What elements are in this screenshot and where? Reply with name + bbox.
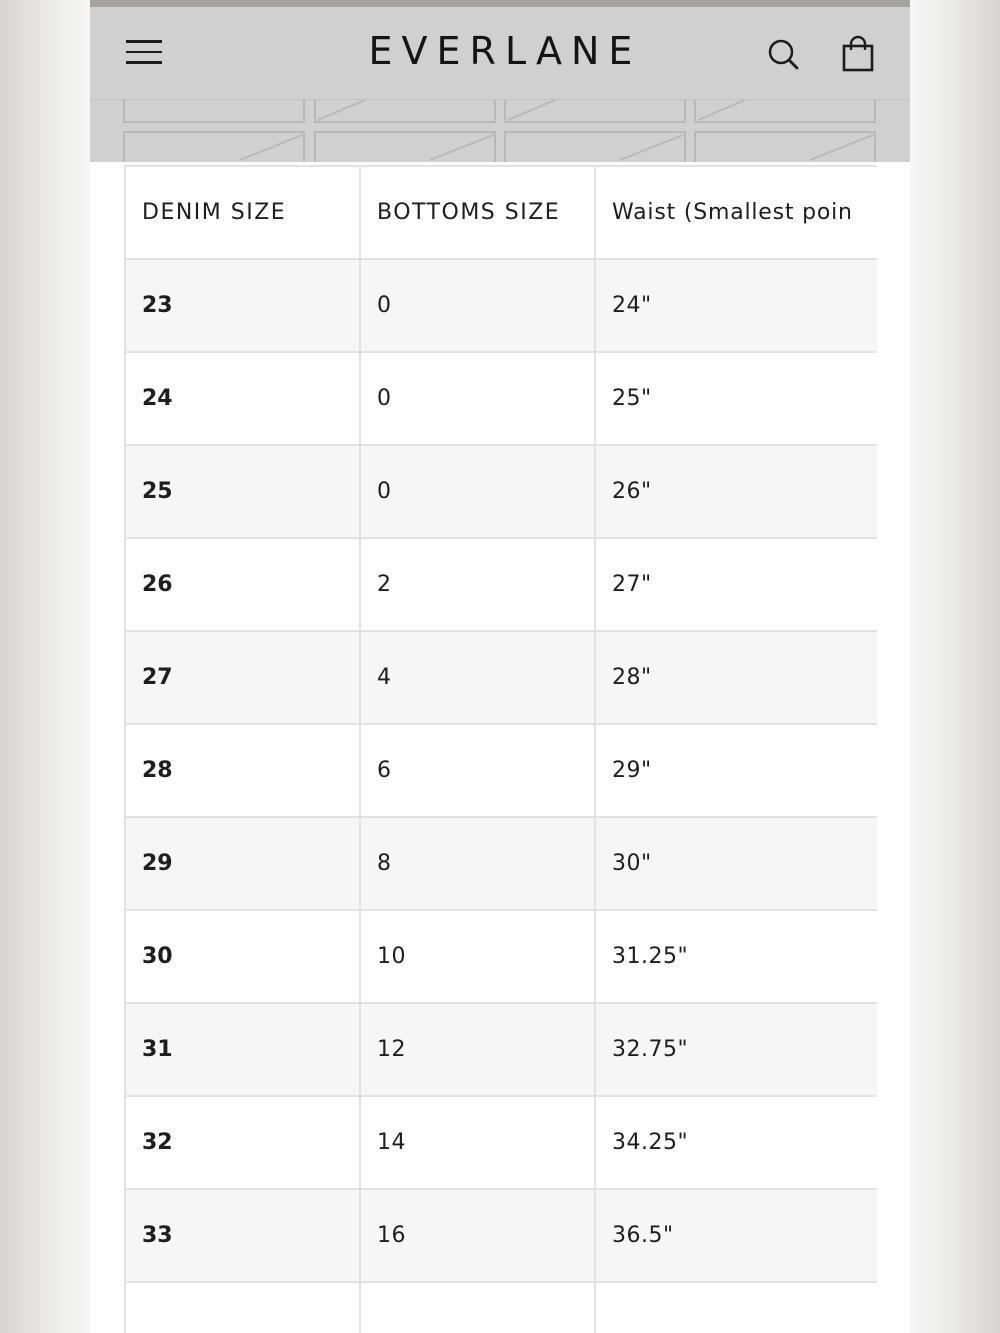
bottoms-size-cell [360,1282,595,1333]
waist-cell: 28" [595,631,877,724]
table-header-row [125,166,877,259]
denim-size-cell: 29 [125,817,360,910]
waist-cell: 27" [595,538,877,631]
size-table [124,165,877,1333]
table-row [125,1096,877,1189]
denim-size-cell: 24 [125,352,360,445]
shopping-bag-icon[interactable] [840,35,876,73]
column-header-waist: Waist (Smallest poin [595,166,877,259]
table-row [125,631,877,724]
denim-size-cell: 31 [125,1003,360,1096]
waist-cell [595,1282,877,1333]
waist-cell: 24" [595,259,877,352]
table-row [125,1189,877,1282]
site-header [90,7,910,100]
denim-size-cell: 26 [125,538,360,631]
denim-size-cell [125,1282,360,1333]
brand-logo[interactable]: EVERLANE [368,29,642,73]
table-row [125,910,877,1003]
table-row [125,445,877,538]
table-row [125,1282,877,1333]
bottoms-size-cell: 0 [360,445,595,538]
table-row [125,817,877,910]
column-header-bottoms-size: BOTTOMS SIZE [360,166,595,259]
bottoms-size-cell: 12 [360,1003,595,1096]
header-background-pattern [90,100,910,162]
table-row [125,724,877,817]
denim-size-cell: 32 [125,1096,360,1189]
table-row [125,538,877,631]
bottoms-size-cell: 6 [360,724,595,817]
denim-size-cell: 30 [125,910,360,1003]
denim-size-cell: 28 [125,724,360,817]
search-icon[interactable] [766,37,800,71]
bottoms-size-cell: 0 [360,259,595,352]
waist-cell: 34.25" [595,1096,877,1189]
waist-cell: 25" [595,352,877,445]
denim-size-cell: 27 [125,631,360,724]
waist-cell: 26" [595,445,877,538]
waist-cell: 36.5" [595,1189,877,1282]
page [90,7,910,1333]
table-row [125,352,877,445]
denim-size-cell: 23 [125,259,360,352]
bottoms-size-cell: 10 [360,910,595,1003]
bottoms-size-cell: 0 [360,352,595,445]
bottoms-size-cell: 16 [360,1189,595,1282]
waist-cell: 32.75" [595,1003,877,1096]
waist-cell: 31.25" [595,910,877,1003]
bottoms-size-cell: 8 [360,817,595,910]
status-strip [90,0,910,7]
denim-size-cell: 25 [125,445,360,538]
size-chart[interactable] [124,165,877,1333]
waist-cell: 29" [595,724,877,817]
bottoms-size-cell: 14 [360,1096,595,1189]
waist-cell: 30" [595,817,877,910]
table-row [125,1003,877,1096]
bottoms-size-cell: 4 [360,631,595,724]
denim-size-cell: 33 [125,1189,360,1282]
column-header-denim-size: DENIM SIZE [125,166,360,259]
bottoms-size-cell: 2 [360,538,595,631]
table-row [125,259,877,352]
